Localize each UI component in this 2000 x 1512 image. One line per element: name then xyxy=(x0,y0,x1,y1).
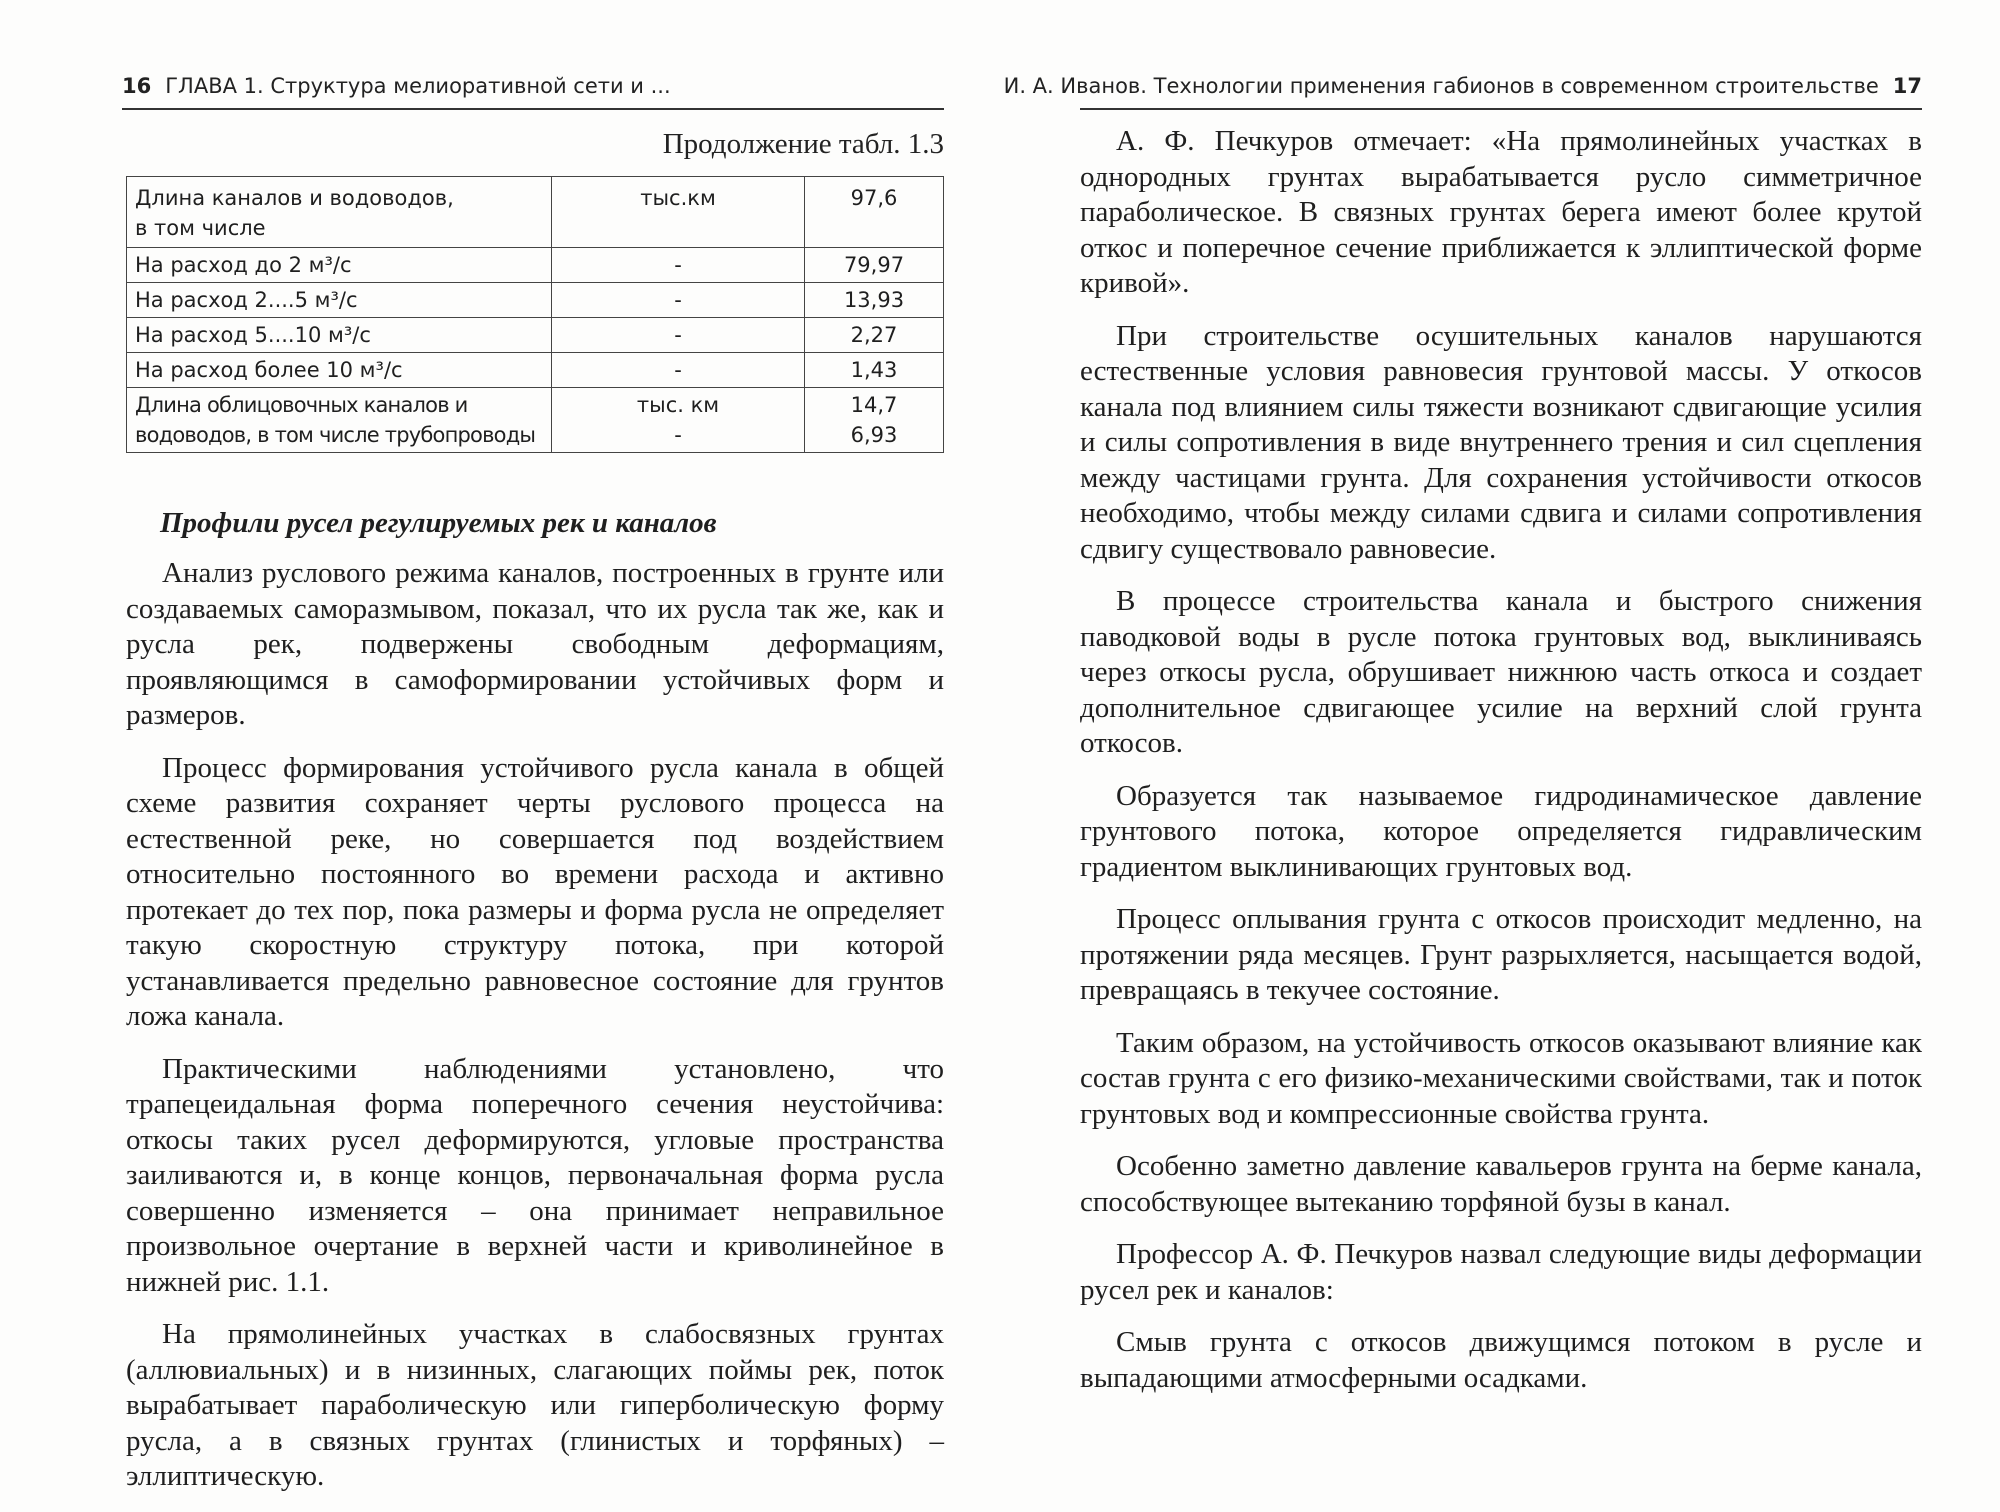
paragraph: Практическими наблюдениями установлено, что трапецеидальная форма поперечного сечения неустойчива: откосы таких русел деформируются, угловые пространства заиливаются и, в конце концов, первоначальная форма русла совершенно изменяется – она принимает неправильное произвольное очертание в верхней части и криволинейное в нижней рис. 1.1. xyxy=(126,1052,944,1298)
row-value xyxy=(805,318,944,353)
row-label-line: Длина каналов и водоводов, xyxy=(135,186,454,210)
paragraph: На прямолинейных участках в слабосвязных грунтах (аллювиальных) и в низинных, слагающих поймы рек, поток вырабатывает параболическую или гиперболическую форму русла, а в связных грунтах (глинистых и торфяных) – эллиптическую. xyxy=(126,1318,944,1492)
data-table-body xyxy=(127,177,944,453)
row-label-line: На расход более 10 м³/с xyxy=(135,358,403,382)
right-page xyxy=(1000,0,2000,1457)
table-row xyxy=(127,318,944,353)
row-label xyxy=(127,353,552,388)
row-value-line: 6,93 xyxy=(850,423,898,447)
row-value xyxy=(805,248,944,283)
right-running-head xyxy=(1004,74,1922,98)
table-caption: Продолжение табл. 1.3 xyxy=(662,128,944,160)
row-unit xyxy=(552,283,805,318)
table-row xyxy=(127,177,944,248)
right-header-rule xyxy=(1080,108,1922,110)
row-label-line: в том числе xyxy=(135,216,266,240)
right-running-head-text: И. А. Иванов. Технологии применения габионов в современном строительстве xyxy=(1003,74,1879,98)
row-label xyxy=(127,388,552,453)
paragraph: Процесс оплывания грунта с откосов происходит медленно, на протяжении ряда месяцев. Грунт разрыхляется, насыщается водой, превращаясь в текучее состояние. xyxy=(1080,903,1922,1006)
section-title: Профили русел регулируемых рек и каналов xyxy=(160,507,717,539)
row-unit xyxy=(552,248,805,283)
paragraph: Профессор А. Ф. Печкуров назвал следующие виды деформации русел рек и каналов: xyxy=(1080,1238,1922,1306)
row-label-line: На расход 2....5 м³/с xyxy=(135,288,358,312)
row-value-line: 97,6 xyxy=(850,186,898,210)
paragraph: При строительстве осушительных каналов нарушаются естественные условия равновесия грунтовой массы. У откосов канала под влиянием силы тяжести возникают сдвигающие усилия и силы сопротивления в виде внутреннего трения и сил сцепления между частицами грунта. Для сохранения устойчивости откосов необходимо, чтобы между силами сдвига и силами сопротивления сдвигу существовало равновесие. xyxy=(1080,319,1922,565)
row-label xyxy=(127,283,552,318)
row-unit-line: - xyxy=(674,423,682,447)
right-page-number: 17 xyxy=(1892,74,1922,98)
row-label-line: водоводов, в том числе трубопроводы xyxy=(135,423,536,447)
left-page xyxy=(0,0,1000,1492)
paragraph: А. Ф. Печкуров отмечает: «На прямолинейных участках в однородных грунтах вырабатывается русло симметричное параболическое. В связных грунтах берега имеют более крутой откос и поперечное сечение приближается к эллиптической форме кривой». xyxy=(1080,125,1922,299)
row-label xyxy=(127,248,552,283)
row-value-line: 13,93 xyxy=(843,288,905,312)
paragraph: Образуется так называемое гидродинамическое давление грунтового потока, которое определяется гидравлическим градиентом выклинивающих грунтовых вод. xyxy=(1080,779,1922,883)
left-running-head-text: ГЛАВА 1. Структура мелиоративной сети и ... xyxy=(165,74,671,98)
row-unit-line: - xyxy=(674,253,682,277)
left-page-number: 16 xyxy=(122,74,152,98)
row-unit xyxy=(552,353,805,388)
data-table xyxy=(126,176,944,453)
table-row xyxy=(127,353,944,388)
right-body-text xyxy=(1080,124,1922,1413)
row-value-line: 1,43 xyxy=(850,358,898,382)
row-label xyxy=(127,177,552,248)
left-header-rule xyxy=(122,108,944,110)
row-unit xyxy=(552,318,805,353)
left-running-head xyxy=(122,74,671,98)
row-unit-line: тыс.км xyxy=(640,186,716,210)
row-value xyxy=(805,283,944,318)
table-row xyxy=(127,388,944,453)
row-unit-line: - xyxy=(674,358,682,382)
row-value xyxy=(805,353,944,388)
row-label-line: На расход 5....10 м³/с xyxy=(135,323,371,347)
row-unit-line: - xyxy=(674,323,682,347)
row-label-line: Длина облицовочных каналов и xyxy=(135,393,468,417)
table-row xyxy=(127,248,944,283)
paragraph: Анализ руслового режима каналов, построенных в грунте или создаваемых саморазмывом, показал, что их русла так же, как и русла рек, подвержены свободным деформациям, проявляющимся в самоформировании устойчивых форм и размеров. xyxy=(126,557,944,731)
left-body-text xyxy=(126,556,944,1512)
table-row xyxy=(127,283,944,318)
row-unit-line: тыс. км xyxy=(636,393,720,417)
row-label-line: На расход до 2 м³/с xyxy=(135,253,352,277)
paragraph: Особенно заметно давление кавальеров грунта на берме канала, способствующее вытеканию торфяной бузы в канал. xyxy=(1080,1150,1922,1218)
row-value xyxy=(805,177,944,248)
paragraph: Смыв грунта с откосов движущимся потоком в русле и выпадающими атмосферными осадками. xyxy=(1080,1326,1922,1394)
row-unit xyxy=(552,388,805,453)
paragraph: Таким образом, на устойчивость откосов оказывают влияние как состав грунта с его физико-механическими свойствами, так и поток грунтовых вод и компрессионные свойства грунта. xyxy=(1080,1026,1922,1130)
row-unit xyxy=(552,177,805,248)
paragraph: В процессе строительства канала и быстрого снижения паводковой воды в русле потока грунтовых вод, выклиниваясь через откосы русла, обрушивает нижнюю часть откоса и создает дополнительное сдвигающее усилие на верхний слой грунта откосов. xyxy=(1080,585,1922,759)
row-label xyxy=(127,318,552,353)
row-value-line: 79,97 xyxy=(843,253,905,277)
row-value-line: 2,27 xyxy=(850,323,898,347)
paragraph: Процесс формирования устойчивого русла канала в общей схеме развития сохраняет черты руслового процесса на естественной реке, но совершается под воздействием относительно постоянного во времени расхода и активно протекает до тех пор, пока размеры и форма русла не определяет такую скоростную структуру потока, при которой устанавливается предельно равновесное состояние для грунтов ложа канала. xyxy=(126,751,944,1032)
row-value xyxy=(805,388,944,453)
row-value-line: 14,7 xyxy=(850,393,898,417)
row-unit-line: - xyxy=(674,288,682,312)
